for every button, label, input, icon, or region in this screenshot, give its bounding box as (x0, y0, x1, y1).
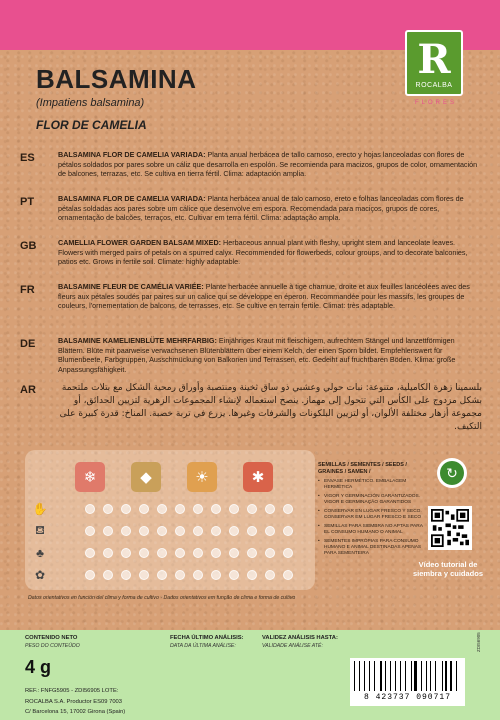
video-tutorial-label (408, 560, 488, 578)
content-label-pt: PESO DO CONTEÚDO (25, 643, 80, 649)
net-weight: 4 g (25, 657, 52, 677)
barcode-bar (405, 661, 407, 691)
barcode-bar (392, 661, 394, 691)
barcode-bar (400, 661, 401, 691)
lang-block-ar (20, 382, 482, 434)
month-dot (265, 570, 275, 580)
lang-variety-name: CAMELLIA FLOWER GARDEN BALSAM MIXED: (58, 238, 222, 247)
month-dot (139, 526, 149, 536)
month-dot (103, 526, 113, 536)
barcode-bar (414, 661, 416, 691)
producer: ROCALBA S.A. Productor ES09 7003 (25, 699, 122, 705)
month-dot (157, 504, 167, 514)
barcode-bar (437, 661, 439, 691)
month-dot (85, 570, 95, 580)
month-dot (85, 526, 95, 536)
legend-item: • SEMILLAS PARA SIEMBRA NO APTAS PARA EL CONSUMO HUMANO O ANIMAL (318, 524, 428, 536)
month-dot (121, 570, 131, 580)
snowflake-icon: ❄ (75, 462, 105, 492)
logo-letter: R (417, 36, 451, 83)
sun-icon: ☀ (187, 462, 217, 492)
month-dot (103, 570, 113, 580)
month-dot (193, 504, 203, 514)
month-dot (229, 570, 239, 580)
barcode-bar (383, 661, 384, 691)
barcode-bars (354, 661, 461, 691)
barcode-bar (361, 661, 362, 691)
validity-label-pt: VALIDADE ANÁLISE ATÉ: (262, 643, 323, 649)
lang-code: ES (20, 152, 35, 164)
legend-item: • CONSERVAR EN LUGAR FRESCO Y SECO. CONSERVAR EM LUGAR FRESCO E SECO (318, 509, 428, 521)
lang-block-gb (20, 238, 482, 267)
month-dot (193, 548, 203, 558)
month-dot (211, 548, 221, 558)
lang-code: GB (20, 240, 37, 252)
side-code: ZDI56905 (476, 632, 481, 652)
hand-sowing-icon: ✋ (32, 502, 48, 516)
lang-body-arabic: بلسمينا زهرة الكاميلية، متنوعة: نبات حولي وعشبي ذو ساق ثخينة ومنتصبة وأوراق رمحية الشكل مع بتلات ملتحمة بشكل مزدوج على الكأس التي تتحول إلى مهماز. ينصح استعماله لإنشاء المجموعات الزهرية لتزيين الحدائق، أو مجموعة أزهار مختلفة الألوان، أو لتزيين البلكونات والشرفات وغيرها. يزرع في تربة خصبة. المناخ: قدرة كبيرة على التكيف. (59, 383, 482, 432)
barcode-bar (359, 661, 361, 691)
video-line-1: Vídeo tutorial de (418, 560, 478, 569)
flower-icon: ✿ (34, 568, 46, 582)
lang-body: Planta anual herbácea de tallo carnoso, erecto y hojas lanceoladas con flores de pétalos soldados por pares sobre un cáliz que desarrolla en espolón. Se recomienda para macizos, grupos de color, ornamentación de balcones, terrazas, etc. Se cultiva en tierra fértil. Clima: adaptación amplia. (58, 150, 478, 179)
month-dot (121, 526, 131, 536)
month-dot (211, 504, 221, 514)
barcode-bar (419, 661, 420, 691)
barcode-bar (430, 661, 431, 691)
content-label: CONTENIDO NETO (25, 635, 78, 641)
calendar-row-transplant (31, 542, 311, 564)
month-dot (157, 526, 167, 536)
barcode-bar (435, 661, 437, 691)
lang-block-fr (20, 282, 482, 311)
lang-code: FR (20, 284, 35, 296)
barcode-bar (443, 661, 444, 691)
product-title: BALSAMINA (36, 64, 197, 94)
barcode-bar (357, 661, 358, 691)
month-dot (247, 504, 257, 514)
month-dot (265, 526, 275, 536)
calendar-row-watering (31, 520, 311, 542)
legend-item: • ENVASE HERMÉTICO. EMBALAGEM HERMÉTICA (318, 479, 428, 491)
month-dot (175, 526, 185, 536)
barcode-bar (411, 661, 412, 691)
month-dot (85, 504, 95, 514)
month-dot (283, 504, 293, 514)
barcode-bar (385, 661, 387, 691)
month-dot (193, 570, 203, 580)
month-dot (85, 548, 95, 558)
calendar-row-flowering (31, 564, 311, 586)
lang-body: Plante herbacée annuelle à tige charnue, droite et aux feuilles lancéolées avec des fleurs aux pétales soudés par paires sur un calice qui se développe en éperon. Recommandée pour les massifs, les groupes de couleurs, l'ornementation de balcons, de terrasses, etc. Se cultive en terrain fertile. Climat: très adaptable. (58, 282, 470, 311)
lang-variety-name: BALSAMINA FLOR DE CAMELIA VARIADA: (58, 150, 206, 159)
legend-head-2: GRAINES / SAMEN / (318, 469, 371, 475)
lang-code: DE (20, 338, 36, 350)
lang-description (58, 336, 482, 374)
reference-lot: REF.: FNFG5905 - ZDI56905 LOTE: (25, 688, 119, 694)
month-dot (175, 548, 185, 558)
barcode-bar (380, 661, 382, 691)
seedling-icon: ♣ (36, 546, 44, 560)
month-dot (229, 526, 239, 536)
barcode-bar (369, 661, 371, 691)
lang-description (58, 282, 482, 311)
green-dot-recycle-icon (437, 458, 467, 488)
barcode-bar (364, 661, 365, 691)
lang-block-es (20, 150, 482, 179)
barcode-bar (433, 661, 434, 691)
analysis-date-label: FECHA ÚLTIMO ANÁLISIS: (170, 635, 244, 641)
barcode-bar (395, 661, 396, 691)
lang-code: AR (20, 384, 36, 396)
variety-subtitle: FLOR DE CAMELIA (36, 118, 147, 132)
month-dot (265, 548, 275, 558)
watering-can-icon: ⛾ (35, 523, 45, 537)
barcode-bar (354, 661, 355, 691)
barcode-bar (403, 661, 404, 691)
month-dot (139, 570, 149, 580)
lang-variety-name: BALSAMINE FLEUR DE CAMÉLIA VARIÉE: (58, 282, 204, 291)
month-dots (85, 570, 299, 580)
month-dot (157, 570, 167, 580)
seed-legend (318, 462, 428, 560)
barcode-bar (442, 661, 443, 691)
lang-body: Planta herbácea anual de talo carnoso, ereto e folhas lanceoladas com flores de pétalas soldadas aos pares sobre um cálice que desenvolve em espora. Recomendada para maciços, grupos de cores, ornamentação de balcões, terraços, etc. Cultivar em terra fértil. Clima: adaptação ampla. (58, 194, 464, 223)
ean-barcode (350, 658, 465, 706)
address: C/ Barcelona 15, 17002 Girona (Spain) (25, 709, 126, 715)
lang-block-pt (20, 194, 482, 223)
logo-subtitle: FLORES (414, 100, 457, 106)
qr-code[interactable] (428, 506, 472, 550)
month-dot (283, 526, 293, 536)
barcode-bar (372, 661, 373, 691)
barcode-bar (374, 661, 375, 691)
month-dot (193, 526, 203, 536)
legend-item: • SEMENTES IMPRÓPIAS PARA CONSUMO HUMANO E ANIMAL DESTINADAS APENAS PARA SEMENTEIRA (318, 539, 428, 557)
legend-item: • VIGOR Y GERMINACIÓN GARANTIZADOS. VIGOR E GERMINAÇÃO GARANTIDOS (318, 494, 428, 506)
validity-label: VALIDEZ ANÁLISIS HASTA: (262, 635, 338, 641)
month-dot (103, 504, 113, 514)
lang-body: Herbaceous annual plant with fleshy, upright stem and lanceolate leaves. Flowers with merged pairs of petals on a spurred calyx. Recommended for flowerbeds, colour groups, and to decorate balconies, patios etc. Grows in fertile soil. Climate: highly adaptable. (58, 238, 468, 267)
month-dot (247, 570, 257, 580)
barcode-bar (376, 661, 378, 691)
latin-name: (Impatiens balsamina) (36, 97, 145, 109)
barcode-bar (445, 661, 447, 691)
barcode-number: 8 423737 090717 (363, 693, 451, 702)
month-dot (247, 548, 257, 558)
month-dot (211, 526, 221, 536)
lang-variety-name: BALSAMINA FLOR DE CAMELIA VARIADA: (58, 194, 206, 203)
month-dot (247, 526, 257, 536)
calendar-row-sowing (31, 498, 311, 520)
barcode-bar (397, 661, 399, 691)
month-dot (103, 548, 113, 558)
barcode-bar (458, 661, 460, 691)
logo-name: ROCALBA (415, 82, 453, 89)
barcode-bar (413, 661, 414, 691)
recycle-arrows-icon: ↻ (440, 461, 464, 485)
month-dot (265, 504, 275, 514)
lang-block-de (20, 336, 482, 374)
barcode-bar (421, 661, 423, 691)
month-dots (85, 526, 299, 536)
barcode-bar (428, 661, 430, 691)
legend-head-1: SEMILLAS / SEMENTES / SEEDS / (318, 462, 407, 468)
sowing-calendar (25, 450, 315, 590)
legend-list (318, 479, 428, 557)
month-dot (175, 504, 185, 514)
seed-icon: ◆ (131, 462, 161, 492)
lang-description (58, 194, 482, 223)
lang-description (58, 150, 482, 179)
month-dot (229, 504, 239, 514)
barcode-bar (423, 661, 424, 691)
barcode-bar (453, 661, 454, 691)
video-line-2: siembra y cuidados (412, 569, 484, 578)
month-dot (121, 548, 131, 558)
qr-code-icon (431, 509, 469, 547)
lang-variety-name: BALSAMINE KAMELIENBLÜTE MEHRFARBIG: (58, 336, 217, 345)
barcode-bar (456, 661, 457, 691)
month-dot (121, 504, 131, 514)
month-dot (229, 548, 239, 558)
month-dot (283, 570, 293, 580)
barcode-bar (449, 661, 450, 691)
month-dot (139, 548, 149, 558)
orientative-note: Datos orientativos en función del clima y forma de cultivo · Dados orientativos em função de clima e forma de cultivo (28, 595, 296, 601)
barcode-bar (407, 661, 409, 691)
lang-body: Einjähriges Kraut mit fleischigem, aufrechtem Stängel und lanzettförmigen Blättern. Blüte mit paarweise verwachsenen Blütenblättern über einem Kelch, der einen Sporn bildet. Empfehlenswert für Blumenbeete, Farbgruppen, Ausschmückung von Balkonen und Terrassen, etc. Gedeiht auf fruchtbaren Böden. Klima: große Anpassungsfähigkeit. (58, 336, 456, 374)
month-dot (175, 570, 185, 580)
barcode-bar (388, 661, 389, 691)
month-dot (157, 548, 167, 558)
barcode-bar (390, 661, 391, 691)
lang-code: PT (20, 196, 35, 208)
month-dot (211, 570, 221, 580)
barcode-bar (426, 661, 427, 691)
barcode-bar (366, 661, 368, 691)
maple-leaf-icon: ✱ (243, 462, 273, 492)
month-dots (85, 548, 299, 558)
month-dots (85, 504, 299, 514)
analysis-date-label-pt: DATA DA ÚLTIMA ANÁLISE: (170, 643, 236, 649)
month-dot (139, 504, 149, 514)
barcode-bar (450, 661, 452, 691)
rocalba-logo (405, 30, 463, 96)
month-dot (283, 548, 293, 558)
lang-description (58, 238, 482, 267)
